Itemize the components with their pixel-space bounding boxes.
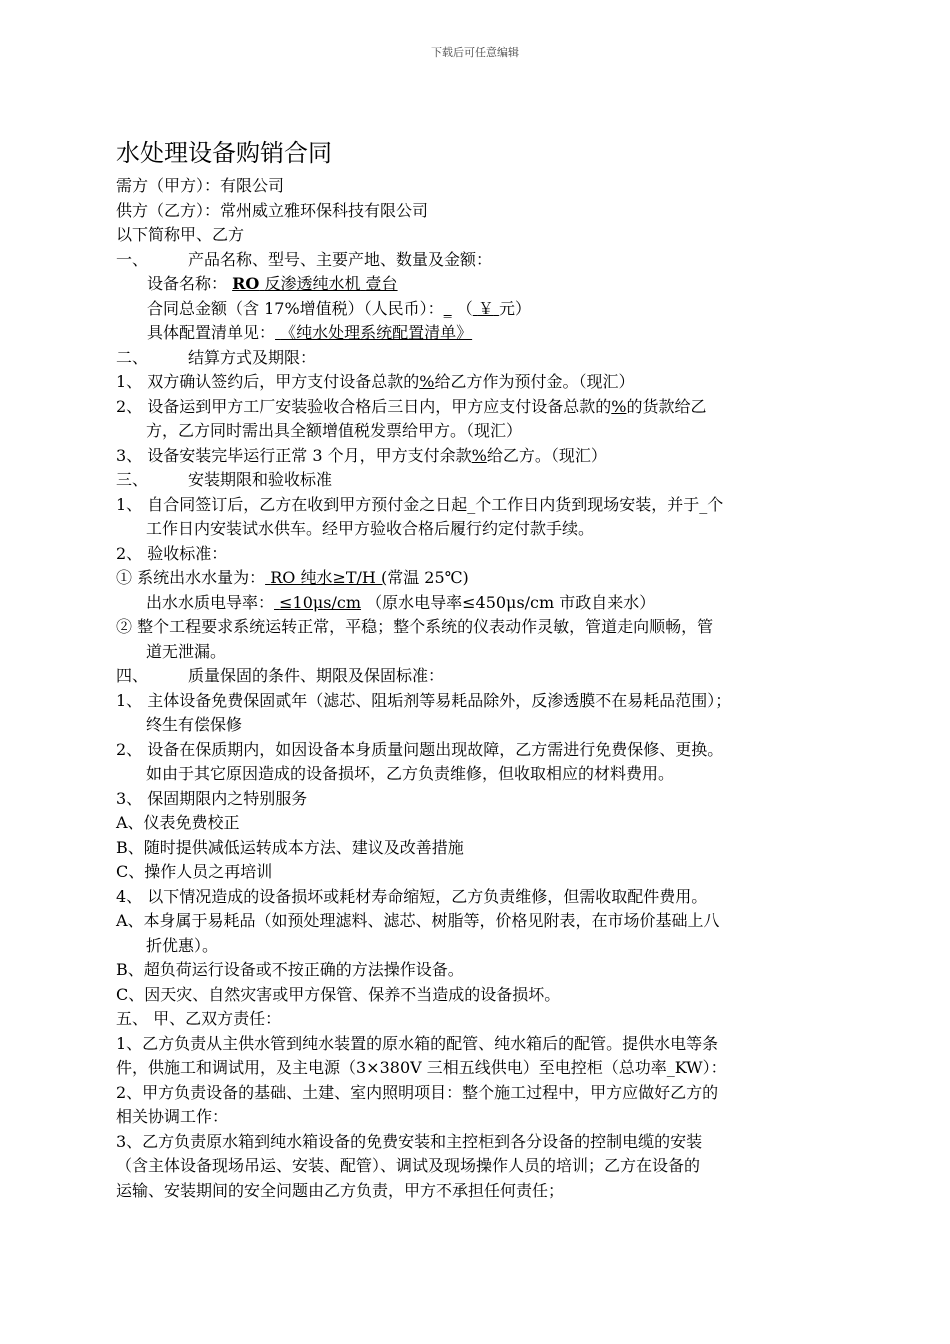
payment-item-3: 3、 设备安装完毕运行正常 3 个月，甲方支付余款%给乙方。（现汇） <box>116 445 607 465</box>
exclusion-c: C、因天灾、自然灾害或甲方保管、保养不当造成的设备损坏。 <box>116 984 561 1004</box>
section-1-heading: 一、 产品名称、型号、主要产地、数量及金额： <box>116 249 493 269</box>
duty-item-3: 3、乙方负责原水箱到纯水箱设备的免费安装和主控柜到各分设备的控制电缆的安装 <box>116 1131 703 1151</box>
section-3-heading: 三、 安装期限和验收标准 <box>116 470 333 489</box>
payment-item-2-cont: 方，乙方同时需出具全额增值税发票给甲方。（现汇） <box>146 421 523 440</box>
page-header-note: 下载后可任意编辑 <box>431 46 519 59</box>
duty-item-3-cont-2: 运输、安装期间的安全问题由乙方负责，甲方不承担任何责任； <box>116 1180 565 1200</box>
warranty-item-2-cont: 如由于其它原因造成的设备损坏，乙方负责维修，但收取相应的材料费用。 <box>146 764 675 783</box>
warranty-item-4: 4、 以下情况造成的设备损坏或耗材寿命缩短，乙方负责维修，但需收取配件费用。 <box>116 886 708 906</box>
payment-item-1: 1、 双方确认签约后，甲方支付设备总款的%给乙方作为预付金。（现汇） <box>116 372 635 391</box>
contract-title: 水处理设备购销合同 <box>116 139 332 167</box>
install-item-1: 1、 自合同签订后，乙方在收到甲方预付金之日起_个工作日内货到现场安装，并于_个 <box>116 494 724 514</box>
duty-item-1-cont: 件，供施工和调试用，及主电源（3×380V 三相五线供电）至电控柜（总功率_KW）： <box>116 1058 727 1077</box>
payment-item-2: 2、 设备运到甲方工厂安装验收合格后三日内，甲方应支付设备总款的%的货款给乙 <box>116 396 707 416</box>
warranty-item-2: 2、 设备在保质期内，如因设备本身质量问题出现故障，乙方需进行免费保修、更换。 <box>116 739 724 759</box>
acceptance-criterion-2: ② 整个工程要求系统运转正常，平稳；整个系统的仪表动作灵敏，管道走向顺畅，管 <box>116 617 714 636</box>
duty-item-2-cont: 相关协调工作： <box>116 1107 229 1126</box>
duty-item-2: 2、甲方负责设备的基础、土建、室内照明项目：整个施工过程中，甲方应做好乙方的 <box>116 1082 719 1102</box>
exclusion-b: B、超负荷运行设备或不按正确的方法操作设备。 <box>116 960 464 979</box>
special-service-c: C、操作人员之再培训 <box>116 862 273 881</box>
conductivity-line: 出水水质电导率： ≤10μs/cm （原水电导率≤450μs/cm 市政自来水） <box>146 592 656 612</box>
device-name-line: 设备名称： RO 反渗透纯水机 壹台 <box>147 274 398 293</box>
section-5-heading: 五、 甲、乙双方责任： <box>116 1009 282 1028</box>
duty-item-3-cont-1: （含主体设备现场吊运、安装、配管）、调试及现场操作人员的培训；乙方在设备的 <box>116 1156 701 1175</box>
section-2-heading: 二、 结算方式及期限： <box>116 347 317 367</box>
section-4-heading: 四、 质量保固的条件、期限及保固标准： <box>116 666 445 685</box>
config-list-line: 具体配置清单见： 《纯水处理系统配置清单》 <box>147 323 473 342</box>
seller-line: 供方（乙方）：常州威立雅环保科技有限公司 <box>116 200 429 220</box>
install-item-1-cont: 工作日内安装试水供车。经甲方验收合格后履行约定付款手续。 <box>146 519 595 538</box>
install-item-2: 2、 验收标准： <box>116 543 228 563</box>
buyer-line: 需方（甲方）：有限公司 <box>116 176 285 195</box>
exclusion-a: A、本身属于易耗品（如预处理滤料、滤芯、树脂等，价格见附表，在市场价基础上八 <box>116 911 720 930</box>
warranty-item-3: 3、 保固期限内之特别服务 <box>116 788 308 808</box>
acceptance-criterion-2-cont: 道无泄漏。 <box>146 641 227 661</box>
warranty-item-1-cont: 终生有偿保修 <box>146 715 243 734</box>
contract-body <box>116 174 852 1203</box>
warranty-item-1: 1、 主体设备免费保固贰年（滤芯、阻垢剂等易耗品除外，反渗透膜不在易耗品范围）； <box>116 690 732 710</box>
special-service-b: B、随时提供减低运转成本方法、建议及改善措施 <box>116 837 464 857</box>
party-abbreviation: 以下简称甲、乙方 <box>116 225 245 244</box>
contract-total-line: 合同总金额（含 17%增值税）（人民币）：_ （ ￥ 元） <box>147 298 531 318</box>
duty-item-1: 1、乙方负责从主供水管到纯水装置的原水箱的配管、纯水箱后的配管。提供水电等条 <box>116 1033 719 1053</box>
acceptance-criterion-1: ① 系统出水水量为： RO 纯水≥T/H (常温 25℃) <box>116 568 469 587</box>
exclusion-a-cont: 折优惠）。 <box>146 935 219 955</box>
special-service-a: A、仪表免费校正 <box>116 813 240 832</box>
